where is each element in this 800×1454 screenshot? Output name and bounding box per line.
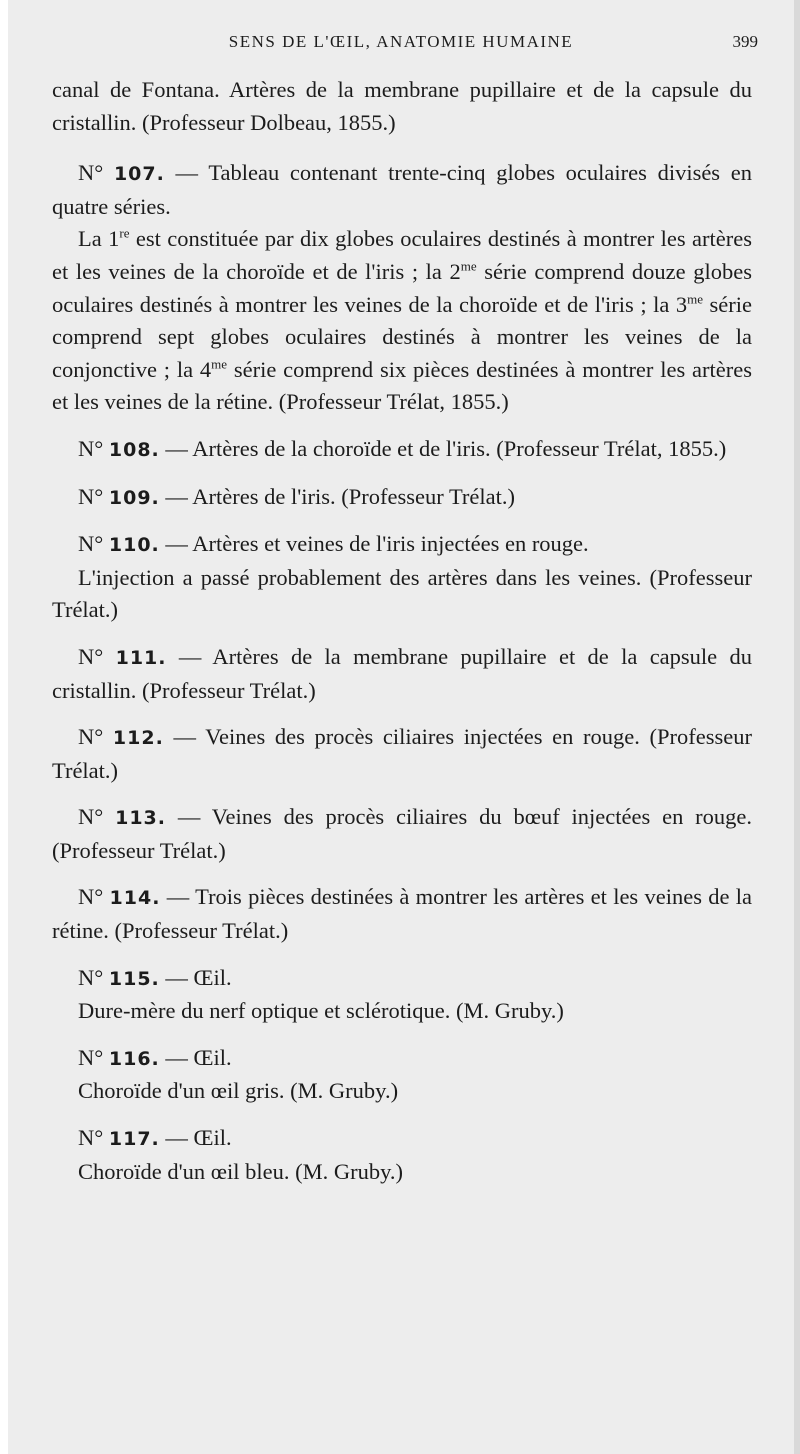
entry-number: 116. (108, 1047, 160, 1070)
ordinal-number: 4 (199, 356, 212, 382)
entry-115-detail: Dure-mère du nerf optique et sclérotique. (M. Gruby.) (78, 998, 564, 1024)
entry-number: 113. (115, 807, 166, 830)
entry-prefix: N° (78, 724, 104, 750)
ordinal-suffix: me (687, 291, 703, 307)
ordinal-number: 1 (108, 226, 120, 252)
entry-110 (52, 528, 752, 562)
ordinal-suffix: me (460, 258, 477, 274)
entry-text: — Veines des procès ciliaires injectées en rouge. (Professeur Trélat.) (52, 724, 753, 783)
entry-116 (52, 1042, 752, 1076)
entry-number: 111. (115, 646, 167, 669)
entry-number: 110. (108, 534, 160, 557)
detail-text: série comprend sept globes oculaires destinés à montrer les veines de la conjonctive ; la (52, 291, 752, 382)
entry-109 (52, 481, 752, 515)
entry-number: 117. (108, 1128, 160, 1151)
entry-text: — Tableau contenant trente-cinq globes oculaires divisés en quatre séries. (52, 160, 753, 219)
entry-116-detail: Choroïde d'un œil gris. (M. Gruby.) (78, 1078, 399, 1104)
entry-113 (52, 801, 752, 867)
entry-text: — Œil. (165, 964, 232, 990)
entry-114 (52, 881, 752, 947)
entry-text: — Œil. (165, 1044, 232, 1070)
entry-prefix: N° (78, 964, 104, 990)
entry-text: — Artères de la choroïde et de l'iris. (Professeur Trélat, 1855.) (165, 435, 727, 461)
detail-text: est constituée par dix globes oculaires destinés à montrer les artères et les veines de la choroïde et de l'iris ; la (52, 226, 753, 284)
ordinal-suffix: me (211, 356, 228, 372)
entry-prefix: N° (78, 483, 104, 509)
ordinal-suffix: re (119, 225, 130, 241)
continued-paragraph: canal de Fontana. Artères de la membrane pupillaire et de la capsule du cristallin. (Professeur Dolbeau, 1855.) (52, 77, 752, 135)
detail-text: série comprend six pièces destinées à montrer les artères et les veines de la rétine. (Professeur Trélat, 1855.) (52, 356, 753, 415)
entry-117 (52, 1122, 752, 1156)
entry-112 (52, 721, 752, 787)
entry-prefix: N° (78, 531, 104, 557)
ordinal-number: 2 (449, 258, 461, 284)
entry-number: 108. (108, 438, 160, 461)
running-header (8, 32, 794, 60)
entry-111 (52, 641, 752, 707)
entry-110-detail: L'injection a passé probablement des artères dans les veines. (Professeur Trélat.) (52, 564, 752, 623)
entry-prefix: N° (78, 435, 104, 461)
entry-number: 115. (108, 967, 160, 990)
entry-107-detail (52, 223, 752, 419)
entry-text: — Œil. (165, 1125, 232, 1151)
entry-number: 109. (108, 486, 160, 509)
ordinal-number: 3 (675, 291, 688, 317)
entry-number: 107. (113, 163, 165, 186)
entry-text: — Veines des procès ciliaires du bœuf injectées en rouge. (Professeur Trélat.) (52, 804, 753, 863)
entry-prefix: N° (78, 884, 104, 910)
entry-text: — Artères de l'iris. (Professeur Trélat.) (165, 483, 516, 509)
entry-prefix: N° (78, 160, 104, 186)
page-body (52, 74, 752, 1188)
entry-number: 112. (112, 727, 164, 750)
detail-text: La (78, 226, 102, 252)
entry-prefix: N° (78, 1125, 104, 1151)
entry-text: — Artères de la membrane pupillaire et de la capsule du cristallin. (Professeur Trélat.) (52, 643, 753, 703)
page-number: 399 (732, 32, 758, 51)
entry-text: — Artères et veines de l'iris injectées en rouge. (165, 531, 589, 557)
detail-text: série comprend douze globes oculaires destinés à montrer les veines de la choroïde et de l'iris ; la (52, 258, 752, 317)
entry-prefix: N° (78, 1044, 104, 1070)
entry-prefix: N° (78, 643, 104, 669)
entry-text: — Trois pièces destinées à montrer les artères et les veines de la rétine. (Professeur Trélat.) (52, 884, 753, 944)
entry-prefix: N° (78, 804, 104, 830)
entry-107 (52, 157, 752, 223)
entry-number: 114. (109, 887, 161, 910)
entry-115 (52, 962, 752, 996)
entry-117-detail: Choroïde d'un œil bleu. (M. Gruby.) (78, 1158, 404, 1184)
running-title: SENS DE L'ŒIL, ANATOMIE HUMAINE (228, 32, 574, 51)
entry-108 (52, 433, 752, 467)
